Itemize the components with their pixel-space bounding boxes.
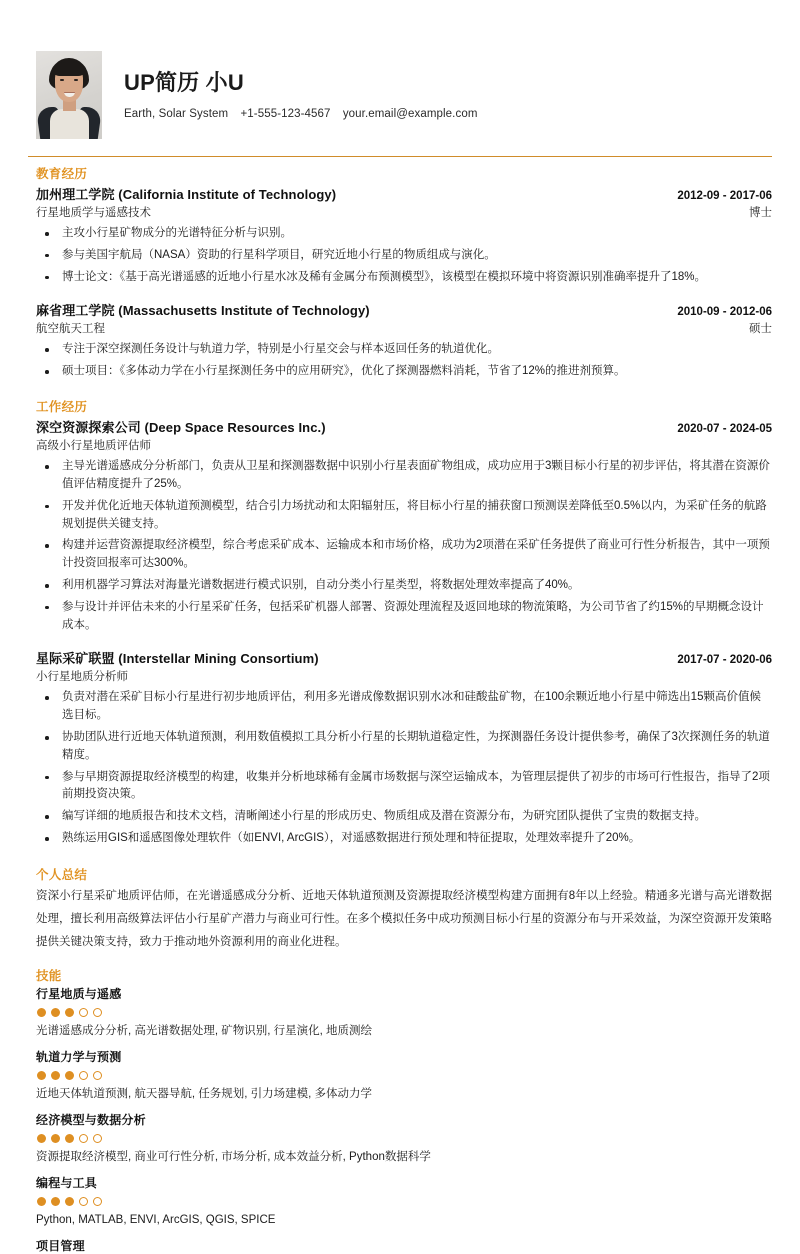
contact-phone: +1-555-123-4567 [240, 107, 331, 120]
rating-dot-filled [51, 1071, 60, 1080]
rating-dot-empty [79, 1071, 88, 1080]
education-entry-list [36, 184, 772, 381]
rating-dot-filled [37, 1134, 46, 1143]
rating-dot-empty [93, 1134, 102, 1143]
entry-degree: 博士 [749, 207, 772, 219]
organization-name: 加州理工学院 (California Institute of Technology) [36, 187, 337, 202]
bullet-item: 参与早期资源提取经济模型的构建，收集并分析地球稀有金属市场数据与深空运输成本，为管理层提供了初步的市场可行性报告，指导了2项前期投资决策。 [36, 769, 772, 805]
entry-date-range: 2020-07 - 2024-05 [677, 423, 772, 436]
bullet-item: 专注于深空探测任务设计与轨道力学，特别是小行星交会与样本返回任务的轨道优化。 [36, 341, 772, 359]
section-summary [28, 865, 772, 954]
skill-list [36, 985, 772, 1254]
entry-role: 高级小行星地质评估师 [36, 440, 151, 453]
skill-rating-dots [37, 1197, 772, 1206]
skill-keyword-list: 资源提取经济模型, 商业可行性分析, 市场分析, 成本效益分析, Python数据科学 [36, 1151, 431, 1164]
rating-dot-empty [93, 1197, 102, 1206]
entry-bullet-list [36, 458, 772, 634]
rating-dot-filled [51, 1008, 60, 1017]
skill-keyword-list: Python, MATLAB, ENVI, ArcGIS, QGIS, SPICE [36, 1214, 276, 1227]
page-title: UP简历 小U [124, 70, 244, 96]
section-title-work: 工作经历 [36, 400, 88, 415]
entry-date-range: 2012-09 - 2017-06 [677, 190, 772, 202]
contact-line [124, 108, 478, 120]
rating-dot-empty [93, 1071, 102, 1080]
skill-keyword-list: 光谱遥感成分分析, 高光谱数据处理, 矿物识别, 行星演化, 地质测绘 [36, 1024, 373, 1037]
rating-dot-filled [37, 1008, 46, 1017]
identity-block [124, 70, 478, 119]
skill-group-name: 经济模型与数据分析 [36, 1113, 146, 1128]
skill-group-name: 轨道力学与预测 [36, 1049, 122, 1064]
bullet-item: 主攻小行星矿物成分的光谱特征分析与识别。 [36, 225, 772, 243]
skill-group [36, 1048, 772, 1102]
bullet-item: 熟练运用GIS和遥感图像处理软件（如ENVI, ArcGIS），对遥感数据进行预处理和特征提取，处理效率提升了20%。 [36, 830, 772, 848]
skill-group [36, 1111, 772, 1165]
bullet-item: 负责对潜在采矿目标小行星进行初步地质评估，利用多光谱成像数据识别水冰和硅酸盐矿物，在100余颗近地小行星中筛选出15颗高价值候选目标。 [36, 689, 772, 725]
rating-dot-filled [65, 1071, 74, 1080]
rating-dot-empty [93, 1008, 102, 1017]
rating-dot-filled [51, 1197, 60, 1206]
rating-dot-filled [37, 1197, 46, 1206]
contact-location: Earth, Solar System [124, 107, 229, 120]
work-entry-list [36, 417, 772, 848]
skill-group [36, 1174, 772, 1228]
skill-group-name: 项目管理 [36, 1239, 85, 1254]
skill-keyword-list: 近地天体轨道预测, 航天器导航, 任务规划, 引力场建模, 多体动力学 [36, 1087, 373, 1100]
rating-dot-empty [79, 1134, 88, 1143]
entry-date-range: 2010-09 - 2012-06 [677, 306, 772, 319]
skill-group [36, 985, 772, 1039]
organization-name: 麻省理工学院 (Massachusetts Institute of Technology) [36, 303, 370, 319]
section-title-education: 教育经历 [36, 167, 88, 181]
entry-header-row [36, 300, 772, 319]
experience-entry [36, 184, 772, 286]
entry-role: 小行星地质分析师 [36, 671, 128, 684]
entry-role: 航空航天工程 [36, 323, 105, 336]
entry-date-range: 2017-07 - 2020-06 [677, 654, 772, 667]
entry-role: 行星地质学与遥感技术 [36, 207, 151, 219]
entry-bullet-list [36, 341, 772, 381]
entry-header-row [36, 184, 772, 203]
bullet-item: 硕士项目：《多体动力学在小行星探测任务中的应用研究》，优化了探测器燃料消耗，节省了12%的推进剂预算。 [36, 363, 772, 381]
experience-entry [36, 648, 772, 848]
section-education [28, 156, 772, 381]
skill-rating-dots [37, 1134, 772, 1143]
entry-bullet-list [36, 225, 772, 286]
entry-subtitle-row [36, 204, 772, 220]
entry-header-row [36, 417, 772, 436]
bullet-item: 构建并运营资源提取经济模型，综合考虑采矿成本、运输成本和市场价格，成功为2项潜在采矿任务提供了商业可行性分析报告，其中一项预计投资回报率可达300%。 [36, 537, 772, 573]
organization-name: 深空资源探索公司 (Deep Space Resources Inc.) [36, 420, 326, 436]
section-title-skills: 技能 [36, 968, 62, 983]
entry-subtitle-row [36, 437, 772, 453]
experience-entry [36, 300, 772, 381]
entry-bullet-list [36, 689, 772, 848]
bullet-item: 参与设计并评估未来的小行星采矿任务，包括采矿机器人部署、资源处理流程及返回地球的物流策略，为公司节省了约15%的早期概念设计成本。 [36, 599, 772, 635]
skill-group [36, 1237, 772, 1254]
entry-subtitle-row [36, 320, 772, 336]
resume-header [28, 0, 772, 143]
skill-group-name: 编程与工具 [36, 1176, 98, 1191]
entry-subtitle-row [36, 668, 772, 684]
bullet-item: 博士论文：《基于高光谱遥感的近地小行星水冰及稀有金属分布预测模型》，该模型在模拟环境中将资源识别准确率提升了18%。 [36, 269, 772, 287]
rating-dot-filled [65, 1197, 74, 1206]
section-skills [28, 966, 772, 1254]
entry-header-row [36, 648, 772, 667]
summary-text: 资深小行星采矿地质评估师，在光谱遥感成分分析、近地天体轨道预测及资源提取经济模型构建方面拥有8年以上经验。精通多光谱与高光谱数据处理，擅长利用高级算法评估小行星矿产潜力与商业可行性。在多个模拟任务中成功预测目标小行星的资源分布与开采效益，为深空资源开发策略提供关键决策支持，致力于推动地外资源利用的商业化进程。 [36, 889, 772, 948]
bullet-item: 利用机器学习算法对海量光谱数据进行模式识别，自动分类小行星类型，将数据处理效率提高了40%。 [36, 577, 772, 595]
rating-dot-empty [79, 1008, 88, 1017]
rating-dot-filled [65, 1008, 74, 1017]
portrait-photo-icon [36, 51, 102, 139]
bullet-item: 协助团队进行近地天体轨道预测，利用数值模拟工具分析小行星的长期轨道稳定性，为探测器任务设计提供参考，确保了3次探测任务的轨道精度。 [36, 729, 772, 765]
entry-degree: 硕士 [749, 323, 772, 336]
bullet-item: 参与美国宇航局（NASA）资助的行星科学项目，研究近地小行星的物质组成与演化。 [36, 247, 772, 265]
rating-dot-filled [65, 1134, 74, 1143]
skill-rating-dots [37, 1071, 772, 1080]
section-title-summary: 个人总结 [36, 867, 88, 882]
rating-dot-empty [79, 1197, 88, 1206]
rating-dot-filled [51, 1134, 60, 1143]
organization-name: 星际采矿联盟 (Interstellar Mining Consortium) [36, 651, 319, 667]
section-work [28, 397, 772, 848]
bullet-item: 主导光谱遥感成分分析部门，负责从卫星和探测器数据中识别小行星表面矿物组成，成功应用于3颗目标小行星的初步评估，将其潜在资源价值评估精度提升了25%。 [36, 458, 772, 494]
bullet-item: 编写详细的地质报告和技术文档，清晰阐述小行星的形成历史、物质组成及潜在资源分布，为研究团队提供了宝贵的数据支持。 [36, 808, 772, 826]
skill-group-name: 行星地质与遥感 [36, 986, 122, 1001]
contact-email: your.email@example.com [342, 107, 478, 120]
rating-dot-filled [37, 1071, 46, 1080]
skill-rating-dots [37, 1008, 772, 1017]
experience-entry [36, 417, 772, 634]
bullet-item: 开发并优化近地天体轨道预测模型，结合引力场扰动和太阳辐射压，将目标小行星的捕获窗口预测误差降低至0.5%以内，为采矿任务的航路规划提供关键支持。 [36, 498, 772, 534]
